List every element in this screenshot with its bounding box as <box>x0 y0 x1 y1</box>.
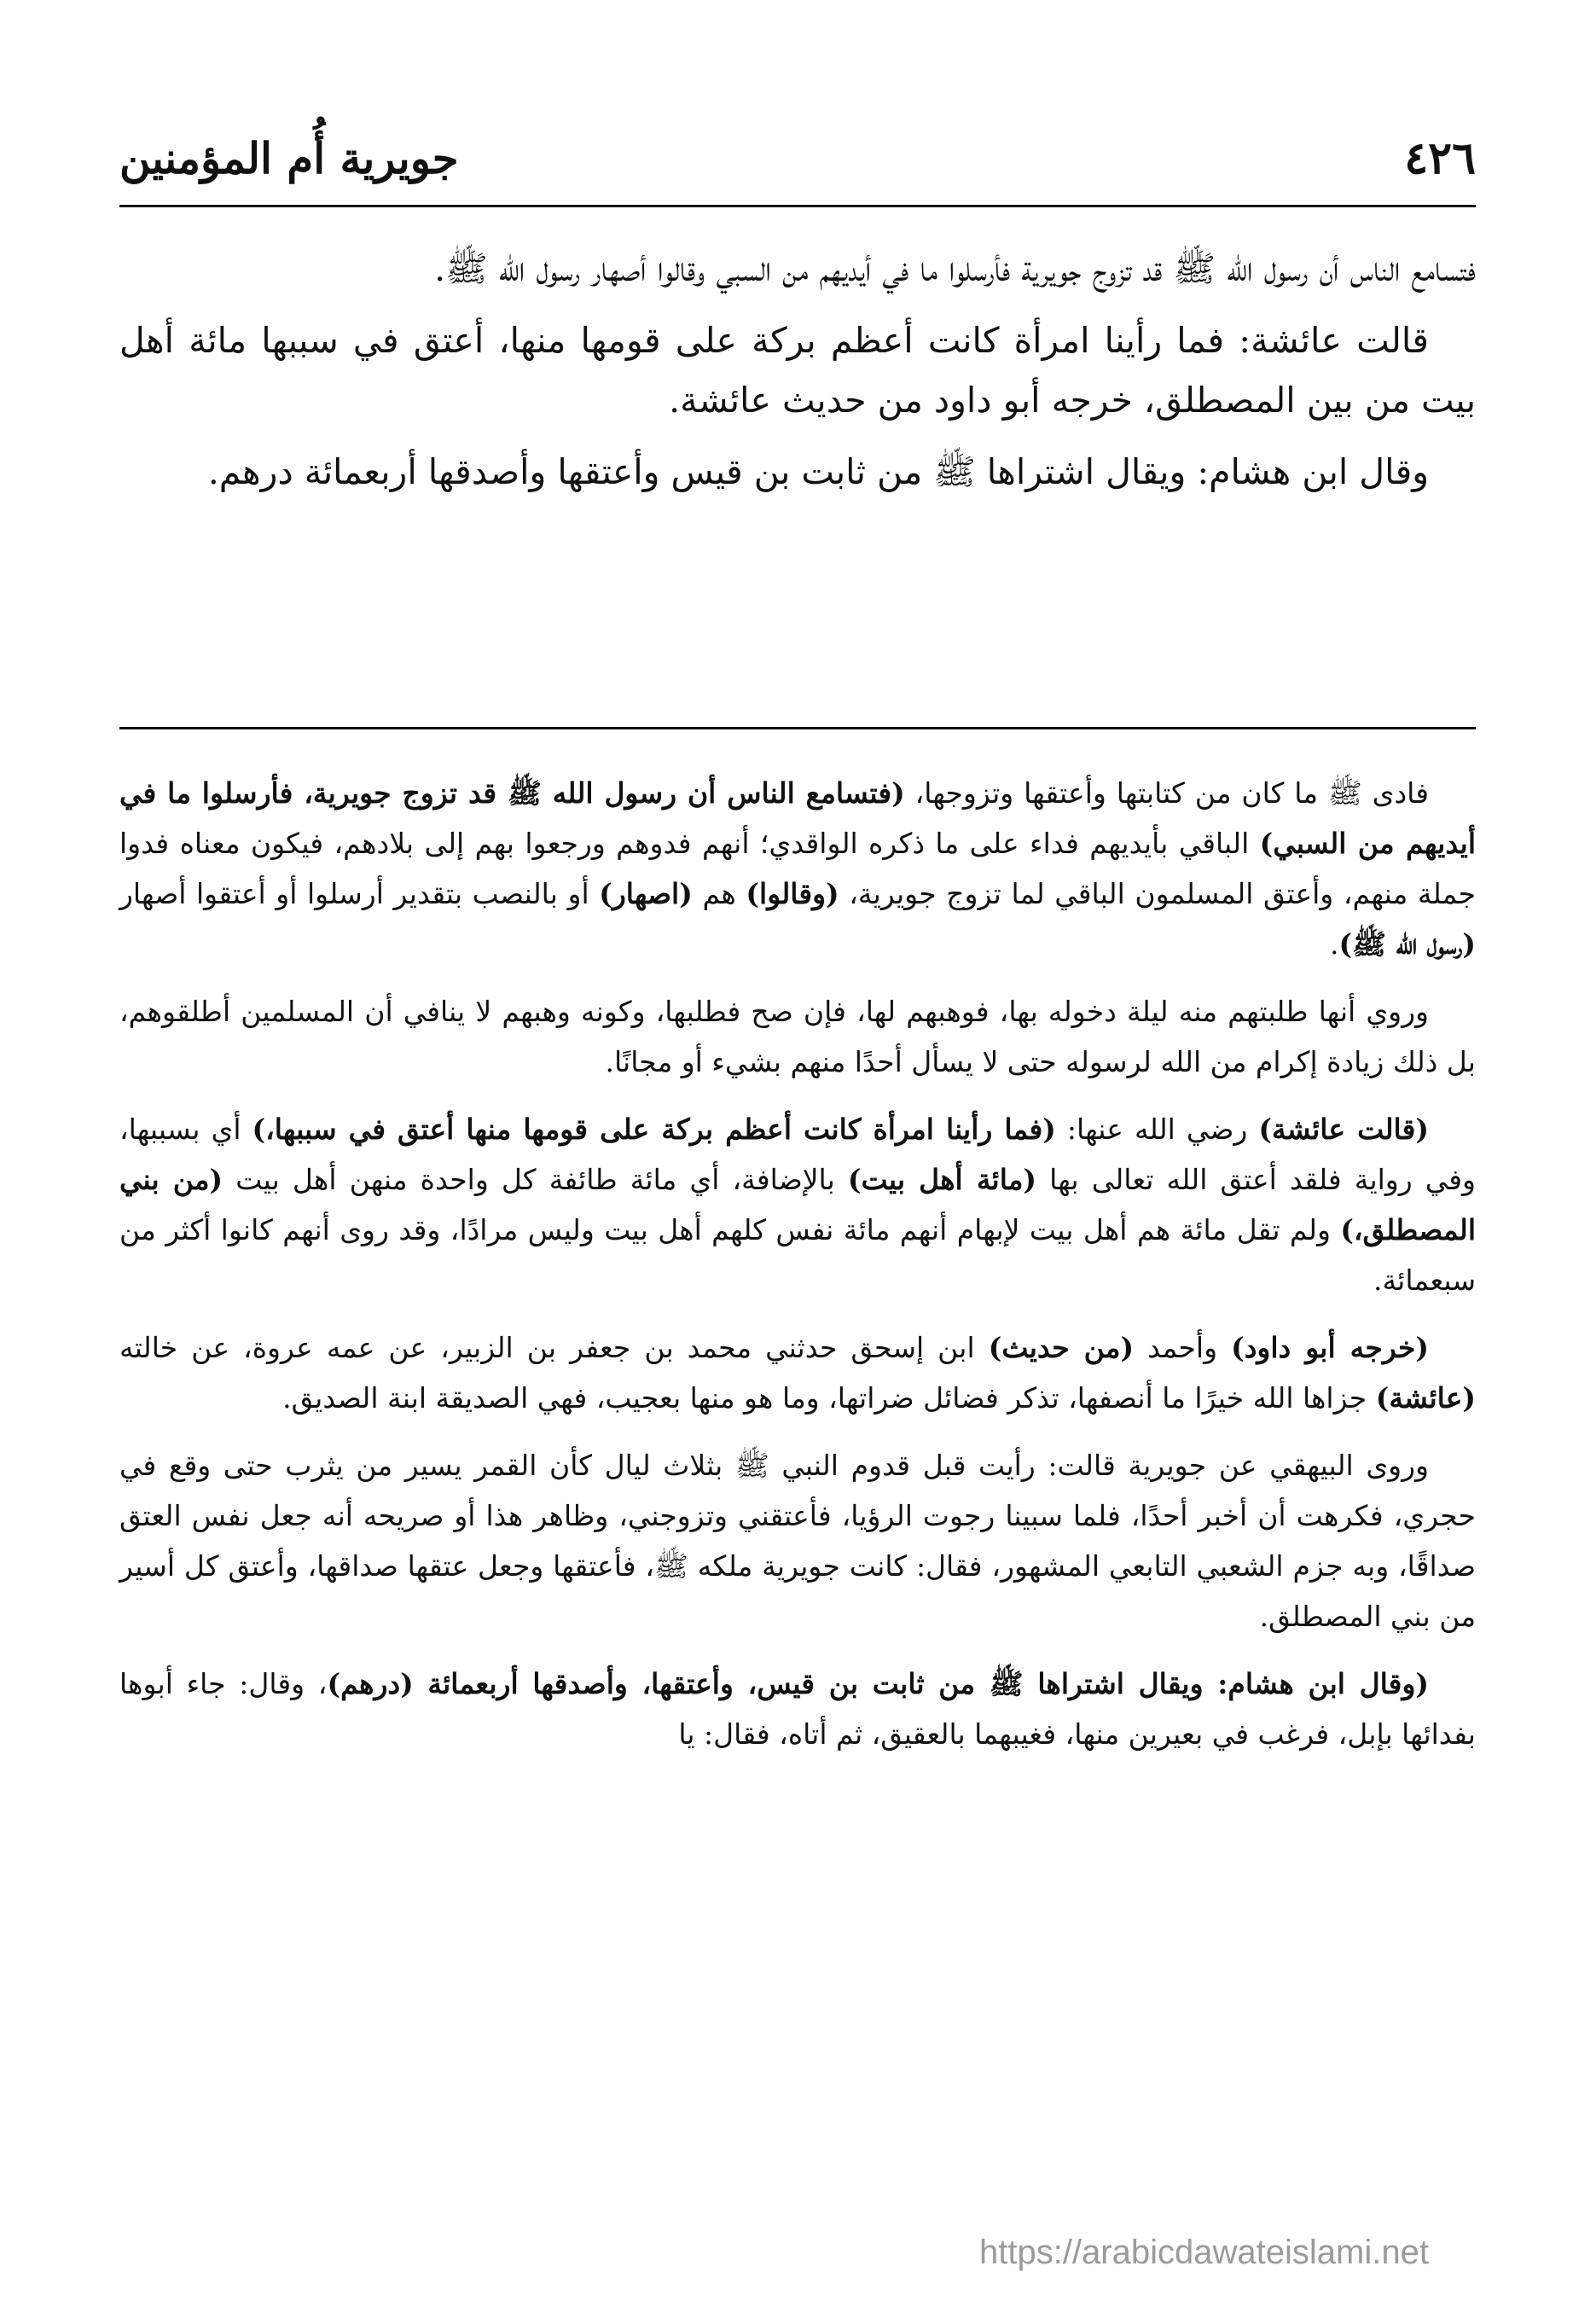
commentary-text: ، وقال: جاء أبوها بفدائها بإبل، فرغب في بعيرين منها، فغيبهما بالعقيق، ثم أتاه، فقال: يا <box>119 1667 1476 1751</box>
book-page <box>119 94 1476 2278</box>
quoted-text: (اصهار) <box>599 877 693 910</box>
quoted-text: (فما رأينا امرأة كانت أعظم بركة على قومها منها أعتق في سببها،) <box>252 1113 1056 1146</box>
commentary-paragraph: وروي أنها طلبتهم منه ليلة دخوله بها، فوهبهم لها، فإن صح فطلبها، وكونه وهبهم لا ينافي أن المسلمين أطلقوهم، بل ذلك زيادة إكرام من الله لرسوله حتى لا يسأل أحدًا منهم بشيء أو مجانًا. <box>119 995 1476 1078</box>
commentary-text: . <box>1330 927 1339 961</box>
commentary-text: فادى ﷺ ما كان من كتابتها وأعتقها وتزوجها، <box>904 776 1429 810</box>
commentary-text: وأحمد <box>1134 1331 1232 1364</box>
commentary-text: ولم تقل مائة هم أهل بيت لإبهام أنهم مائة نفس كلهم أهل بيت وليس مرادًا، وقد روى أنهم كانوا أكثر من سبعمائة. <box>119 1213 1476 1297</box>
quoted-text: (رسول الله ﷺ) <box>1338 927 1476 961</box>
header-rule <box>119 205 1476 207</box>
commentary-text: جزاها الله خيرًا ما أنصفها، تذكر فضائل ضراتها، وما هو منها بعجيب، فهي الصديقة ابنة الصديق. <box>282 1381 1376 1415</box>
commentary-text: بالإضافة، أي مائة طائفة كل واحدة منهن أهل بيت <box>223 1163 848 1196</box>
commentary <box>119 768 1476 1776</box>
main-paragraph: قالت عائشة: فما رأينا امرأة كانت أعظم بركة على قومها منها، أعتق في سببها مائة أهل بيت من بين المصطلق، خرجه أبو داود من حديث عائشة. <box>119 320 1476 421</box>
commentary-rule <box>119 727 1476 729</box>
quoted-text: (قالت عائشة) <box>1258 1113 1429 1146</box>
quoted-text: (من حديث) <box>988 1331 1135 1364</box>
quoted-text: (وقالوا) <box>746 877 839 910</box>
running-title: جويرية أُم المؤمنين <box>119 132 459 183</box>
quoted-text: (مائة أهل بيت) <box>847 1163 1037 1196</box>
main-paragraph: فتسامع الناس أن رسول الله ﷺ قد تزوج جويرية فأرسلوا ما في أيديهم من السبي وقالوا أصهار رسول الله ﷺ. <box>434 248 1476 289</box>
main-text <box>119 239 1476 514</box>
commentary-paragraph <box>119 1104 1476 1305</box>
quoted-text: (من بني المصطلق،) <box>119 1163 1476 1246</box>
commentary-text: أو بالنصب بتقدير أرسلوا أو أعتقوا أصهار <box>119 877 600 910</box>
main-paragraph: وقال ابن هشام: ويقال اشتراها ﷺ من ثابت بن قيس وأعتقها وأصدقها أربعمائة درهم. <box>207 451 1429 492</box>
commentary-text: رضي الله عنها: <box>1055 1113 1259 1146</box>
page-header <box>119 119 1476 196</box>
quoted-text: (عائشة) <box>1375 1381 1476 1415</box>
commentary-paragraph: وروى البيهقي عن جويرية قالت: رأيت قبل قدوم النبي ﷺ بثلاث ليال كأن القمر يسير من يثرب حتى وقع في حجري، فكرهت أن أخبر أحدًا، فلما سبينا رجوت الرؤيا، فأعتقني وتزوجني، وظاهر هذا أو صريحه أنه جعل نفس العتق صداقًا، وبه جزم الشعبي التابعي المشهور، فقال: كانت جويرية ملكه ﷺ، فأعتقها وجعل عتقها صداقها، وأعتق كل أسير من بني المصطلق. <box>119 1449 1476 1633</box>
watermark-url: https://arabicdawateislami.net <box>979 2234 1429 2271</box>
commentary-text: ابن إسحق حدثني محمد بن جعفر بن الزبير، عن عمه عروة، عن خالته <box>119 1331 989 1364</box>
commentary-text: هم <box>692 877 746 910</box>
quoted-text: (وقال ابن هشام: ويقال اشتراها ﷺ من ثابت بن قيس، وأعتقها، وأصدقها أربعمائة (درهم) <box>327 1667 1429 1700</box>
quoted-text: (خرجه أبو داود) <box>1231 1331 1429 1364</box>
commentary-text: الباقي بأيديهم فداء على ما ذكره الواقدي؛ أنهم فدوهم ورجعوا بهم إلى بلادهم، فيكون معناه فدوا جملة منهم، وأعتق المسلمون الباقي لما تزوج جويرية، <box>119 827 1476 910</box>
commentary-paragraph <box>119 1659 1476 1759</box>
commentary-paragraph <box>119 768 1476 969</box>
commentary-text: أي بسببها، وفي رواية فلقد أعتق الله تعالى بها <box>119 1113 1476 1196</box>
commentary-paragraph <box>119 1322 1476 1423</box>
page-number: ٤٢٦ <box>1404 131 1476 184</box>
quoted-text: (فتسامع الناس أن رسول الله ﷺ قد تزوج جويرية، فأرسلوا ما في أيديهم من السبي) <box>119 776 1476 860</box>
